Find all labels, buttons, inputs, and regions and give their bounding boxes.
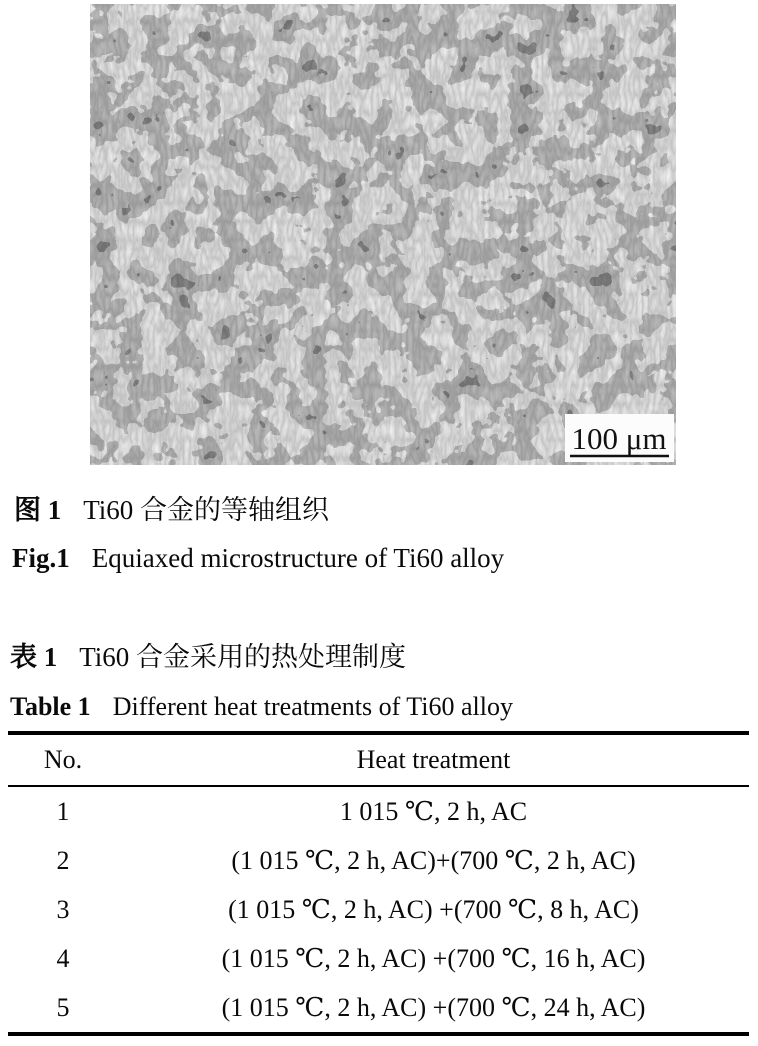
table-header-row — [8, 735, 749, 787]
figure-caption-zh-label: 图 1 — [14, 495, 62, 525]
table-caption-zh-label: 表 1 — [10, 642, 58, 672]
figure-1-micrograph — [90, 4, 676, 465]
scale-bar-label: 100 μm — [571, 421, 667, 456]
row-treatment: (1 015 ℃, 2 h, AC)+(700 ℃, 2 h, AC) — [231, 845, 636, 875]
table-caption-zh — [10, 641, 406, 673]
row-treatment: (1 015 ℃, 2 h, AC) +(700 ℃, 16 h, AC) — [221, 943, 646, 973]
table-caption-zh-text: Ti60 合金采用的热处理制度 — [79, 642, 407, 672]
table-row — [8, 787, 749, 836]
scale-bar — [565, 414, 674, 462]
figure-caption-en — [12, 542, 504, 574]
table-caption-en-label: Table 1 — [10, 692, 91, 721]
row-treatment: 1 015 ℃, 2 h, AC — [339, 796, 528, 826]
column-header-no: No. — [43, 745, 83, 774]
table-caption-en — [10, 691, 513, 723]
figure-caption-en-text: Equiaxed microstructure of Ti60 alloy — [91, 543, 505, 573]
micrograph-image — [90, 4, 676, 465]
row-no: 4 — [56, 943, 70, 973]
row-no: 5 — [56, 992, 70, 1022]
figure-caption-zh — [14, 494, 329, 526]
microstructure-texture — [90, 4, 676, 465]
row-no: 1 — [56, 796, 70, 826]
row-no: 2 — [56, 845, 70, 875]
row-treatment: (1 015 ℃, 2 h, AC) +(700 ℃, 24 h, AC) — [221, 992, 646, 1022]
heat-treatment-table — [8, 731, 749, 1036]
figure-caption-en-label: Fig.1 — [12, 543, 70, 573]
table-row — [8, 836, 749, 885]
column-header-heat-treatment: Heat treatment — [356, 745, 511, 774]
table-row — [8, 983, 749, 1032]
row-treatment: (1 015 ℃, 2 h, AC) +(700 ℃, 8 h, AC) — [228, 894, 639, 924]
row-no: 3 — [56, 894, 70, 924]
table-caption-en-text: Different heat treatments of Ti60 alloy — [112, 692, 513, 721]
table-row — [8, 885, 749, 934]
table-row — [8, 934, 749, 983]
figure-caption-zh-text: Ti60 合金的等轴组织 — [83, 495, 330, 525]
